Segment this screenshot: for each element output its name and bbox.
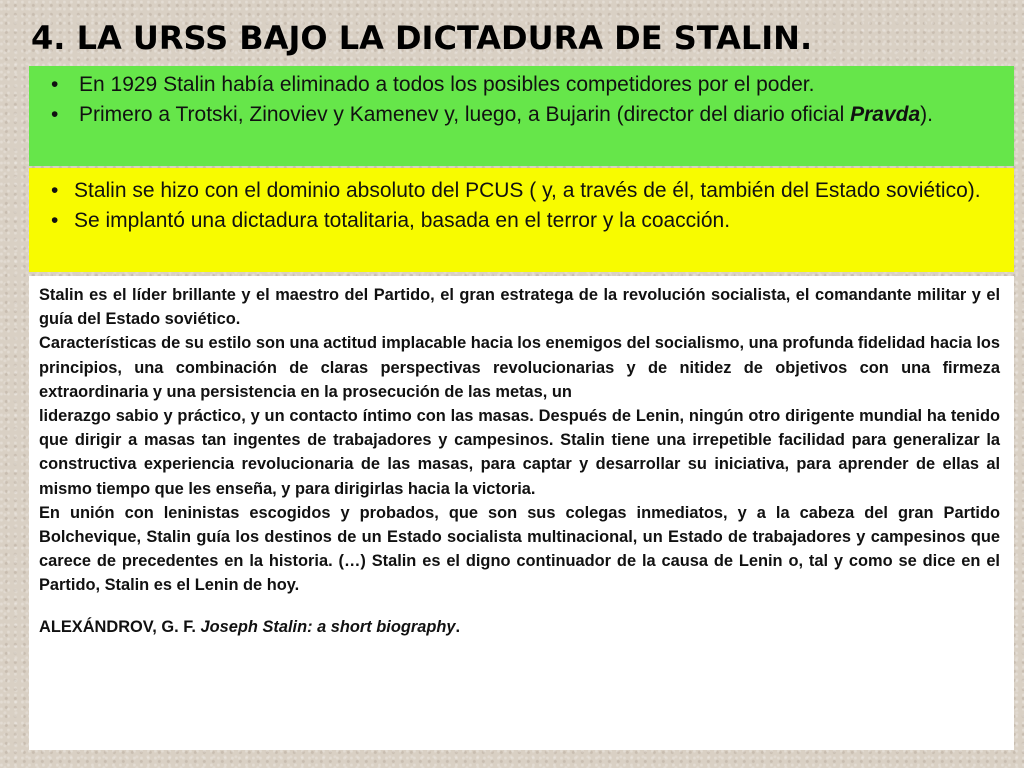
citation-period: . — [455, 617, 461, 636]
newspaper-name: Pravda — [850, 103, 921, 126]
quote-paragraph-4: En unión con leninistas escogidos y probados, que son sus colegas inmediatos, y a la cabeza del gran Partido Bolchevique, Stalin guía los destinos de un Estado socialista multinacional, un Estado de trabajadores y campesinos que carece de precedentes en la historia. (…) Stalin es el digno continuador de la causa de Lenin o, tal y como se dice en el Partido, Stalin es el Lenin de hoy. — [39, 503, 1000, 595]
yellow-bullet-text-2: Se implantó una dictadura totalitaria, basada en el terror y la coacción. — [74, 209, 731, 232]
yellow-bullet-item-1 — [51, 176, 994, 206]
citation-author: ALEXÁNDROV, G. F. — [39, 617, 201, 636]
yellow-bullet-text-1: Stalin se hizo con el dominio absoluto del PCUS ( y, a través de él, también del Estado soviético). — [74, 179, 981, 202]
green-bullet-item-1 — [51, 70, 994, 100]
green-summary-box — [29, 66, 1014, 166]
yellow-summary-box — [29, 168, 1014, 272]
green-bullet-text-1: En 1929 Stalin había eliminado a todos los posibles competidores por el poder. — [79, 73, 815, 96]
source-citation — [39, 616, 1000, 638]
green-bullet-list — [51, 70, 994, 130]
source-quote-box — [29, 276, 1014, 750]
bullet-icon: • — [51, 209, 59, 232]
yellow-bullet-list — [51, 176, 994, 236]
quote-paragraph-2: Características de su estilo son una actitud implacable hacia los enemigos del socialismo, una profunda fidelidad hacia los principios, una combinación de claras perspectivas revolucionarias y de nitidez de objetivos con una firmeza extraordinaria y una persistencia en la prosecución de las metas, un — [39, 334, 1000, 401]
quote-paragraph-1: Stalin es el líder brillante y el maestro del Partido, el gran estratega de la revolución socialista, el comandante militar y el guía del Estado soviético. — [39, 286, 1000, 329]
green-bullet-text-2-start: Primero a Trotski, Zinoviev y Kamenev y, luego, a Bujarin (director del diario oficial — [79, 103, 851, 126]
bullet-icon: • — [51, 73, 59, 96]
slide-title: 4. LA URSS BAJO LA DICTADURA DE STALIN. — [31, 19, 813, 57]
quote-paragraph-3: liderazgo sabio y práctico, y un contacto íntimo con las masas. Después de Lenin, ningún otro dirigente mundial ha tenido que dirigir a masas tan ingentes de trabajadores y campesinos. Stalin tiene una irrepetible facilidad para generalizar la constructiva experiencia revolucionaria de las masas, para captar y desarrollar su iniciativa, para aprender de ellas al mismo tiempo que les enseña, y para dirigirlas hacia la victoria. — [39, 407, 1000, 498]
citation-work-title: Joseph Stalin: a short biography — [200, 617, 456, 636]
bullet-icon: • — [51, 103, 59, 126]
green-bullet-text-2-end: ). — [920, 103, 933, 126]
green-bullet-item-2 — [51, 100, 994, 130]
yellow-bullet-item-2 — [51, 206, 994, 236]
bullet-icon: • — [51, 179, 59, 202]
